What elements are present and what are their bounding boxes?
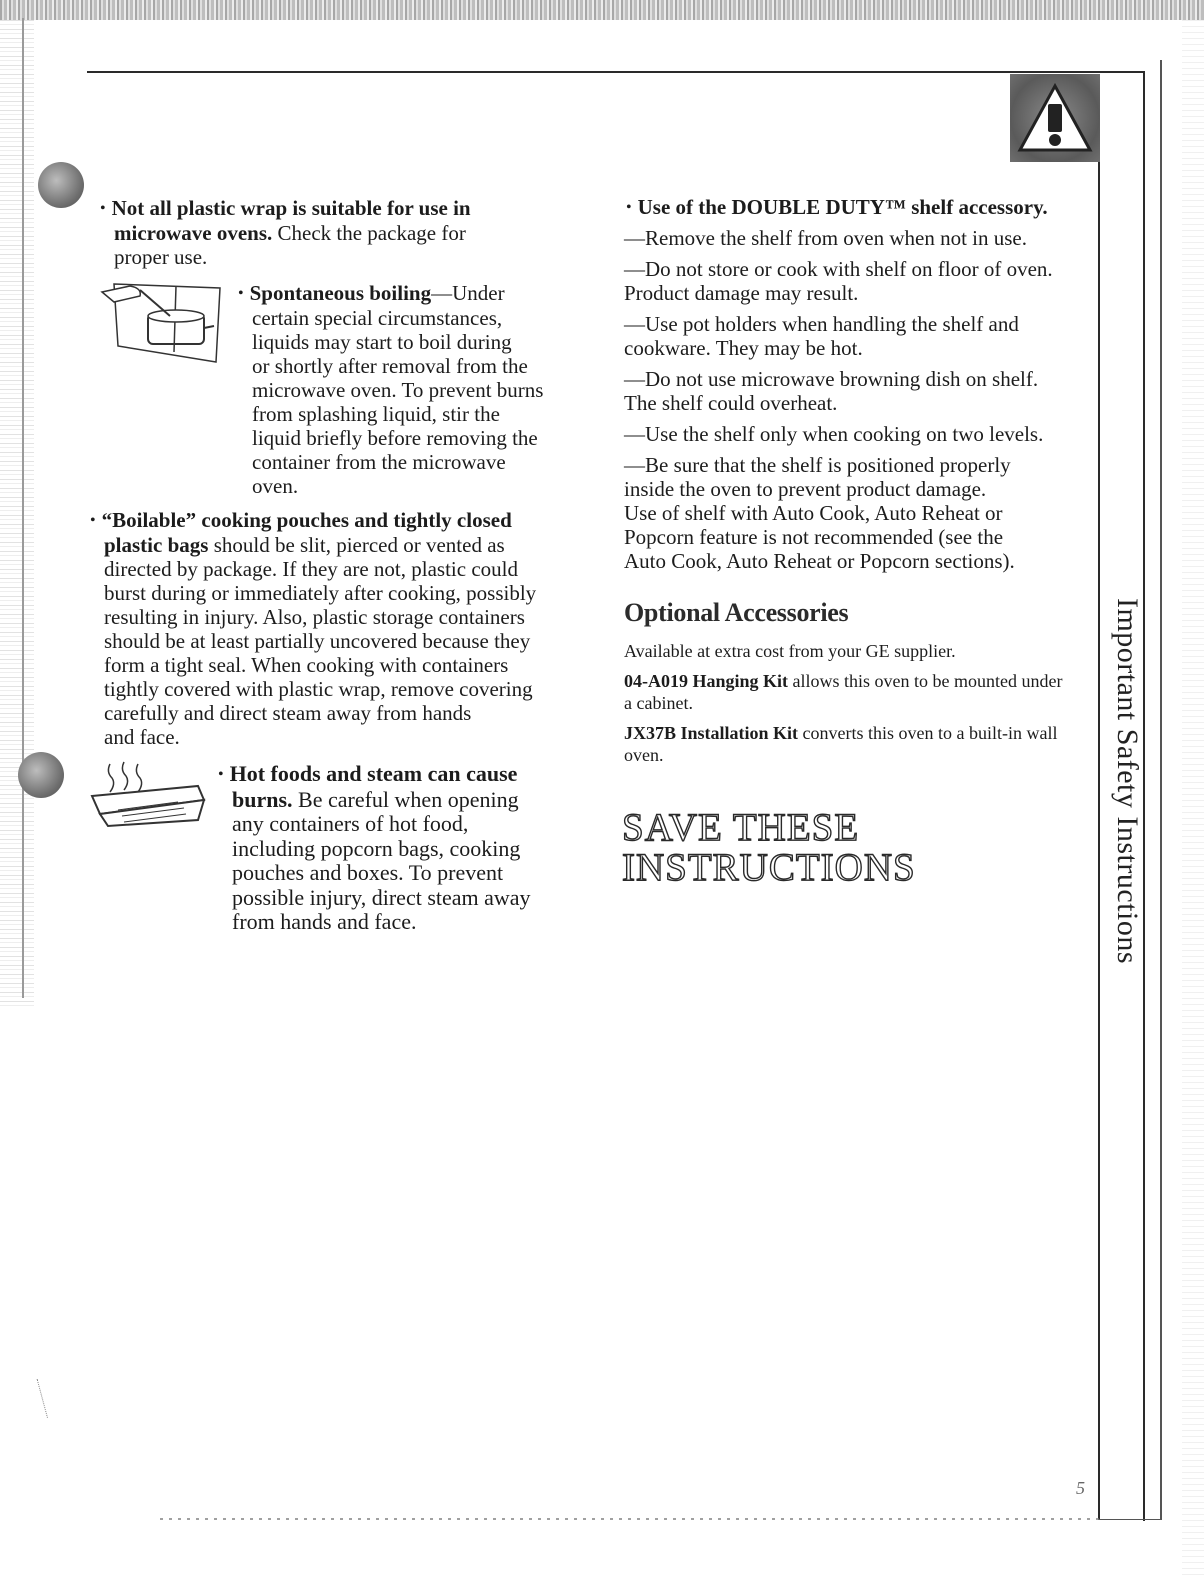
item-heading: plastic bags	[104, 533, 209, 557]
instruction-line: cookware. They may be hot.	[624, 336, 863, 360]
instruction-line: The shelf could overheat.	[624, 391, 838, 415]
binder-hole-icon	[38, 162, 84, 208]
sidebar-title: Important Safety Instructions	[1111, 597, 1144, 965]
pot-in-microwave-illustration	[100, 280, 224, 364]
spontaneous-boiling-item: • Spontaneous boiling—Under certain special circumstances, liquids may start to boil during or shortly after removal from the microwave oven. To prevent burns from splashing liquid, stir the liquid briefly before removing the container from the microwave oven.	[238, 281, 568, 498]
item-text: Be careful when opening	[292, 786, 519, 812]
kit-description: allows this oven to be mounted under a cabinet.	[624, 671, 1063, 713]
item-text: microwave oven. To prevent burns	[252, 378, 544, 402]
save-line: SAVE THESE	[622, 806, 860, 849]
instruction-line: —Use pot holders when handling the shelf and	[624, 312, 1019, 336]
item-text: from splashing liquid, stir the	[252, 402, 500, 426]
instruction-line: inside the oven to prevent product damage.	[624, 477, 987, 501]
shelf-accessory-section: • Use of the DOUBLE DUTY™ shelf accessory. —Remove the shelf from oven when not in use. —Do not store or cook with shelf on floor of oven. Product damage may result. —Use pot holders when handling the shelf and cookware. They may be hot. —Do not use microwave browning dish on shelf. The shelf could overheat. —Use the shelf only when cooking on two levels. —Be sure that the shelf is positioned properly inside the oven to prevent product damage. Use of shelf with Auto Cook, Auto Reheat or Popcorn feature is not recommended (see the Auto Cook, Auto Reheat or Popcorn sections).	[624, 195, 1086, 580]
scan-noise-right	[1182, 20, 1204, 1580]
instruction-line: Use of shelf with Auto Cook, Auto Reheat or	[624, 501, 1003, 525]
item-text: from hands and face.	[232, 909, 417, 934]
item-text: certain special circumstances,	[252, 306, 503, 330]
item-text: liquid briefly before removing the	[252, 426, 538, 450]
item-text: pouches and boxes. To prevent	[232, 860, 504, 885]
optional-accessories-body	[624, 640, 1074, 774]
instruction-line: —Do not use microwave browning dish on shelf.	[624, 367, 1039, 391]
scan-noise-top	[0, 0, 1204, 20]
item-text: oven.	[252, 474, 299, 498]
scan-mark	[25, 1379, 48, 1421]
save-instructions-heading	[622, 808, 952, 888]
boilable-pouches-item: • “Boilable” cooking pouches and tightly closed plastic bags should be slit, pierced or vented as directed by package. If they are not, plastic could burst during or immediately after cooking, possibly resulting in injury. Also, plastic storage containers should be at least partially uncovered because they form a tight seal. When cooking with containers tightly covered with plastic wrap, remove covering carefully and direct steam away from hands and face.	[90, 508, 560, 749]
item-text: directed by package. If they are not, plastic could	[104, 557, 518, 581]
item-text: proper use.	[114, 245, 208, 269]
warning-triangle-icon	[1010, 74, 1100, 162]
outer-edge	[1160, 60, 1162, 1520]
sidebar-border	[1098, 160, 1100, 1520]
shelf-instruction	[624, 312, 1086, 360]
instruction-line: Popcorn feature is not recommended (see the	[624, 525, 1004, 549]
page-edge	[22, 18, 24, 998]
binder-hole-icon	[18, 752, 64, 798]
item-text: form a tight seal. When cooking with containers	[104, 653, 509, 677]
shelf-instruction	[624, 422, 1086, 446]
item-text: tightly covered with plastic wrap, remove covering	[104, 677, 533, 701]
kit-name: 04-A019 Hanging Kit	[624, 671, 789, 691]
shelf-instruction	[624, 453, 1086, 573]
steaming-food-tray-illustration	[88, 760, 208, 830]
item-text: possible injury, direct steam away	[232, 884, 531, 910]
item-text: including popcorn bags, cooking	[232, 835, 521, 861]
item-text: —Under	[431, 281, 505, 305]
instruction-line: Auto Cook, Auto Reheat or Popcorn sections).	[624, 549, 1015, 573]
instruction-line: —Do not store or cook with shelf on floor of oven.	[624, 257, 1053, 281]
save-line: INSTRUCTIONS	[622, 846, 916, 889]
instruction-line: —Remove the shelf from oven when not in use.	[624, 226, 1027, 250]
instruction-line: Product damage may result.	[624, 281, 859, 305]
item-heading: burns.	[232, 786, 293, 812]
optional-accessories-title: Optional Accessories	[624, 598, 849, 627]
plastic-wrap-item: • Not all plastic wrap is suitable for use in microwave ovens. Check the package for proper use.	[100, 196, 520, 269]
section-heading: Use of the DOUBLE DUTY™ shelf accessory.	[637, 195, 1048, 219]
item-text: burst during or immediately after cooking, possibly	[104, 581, 537, 605]
hot-foods-steam-item: • Hot foods and steam can cause burns. Be careful when opening any containers of hot food, including popcorn bags, cooking pouches and boxes. To prevent possible injury, direct steam away from hands and face.	[218, 762, 548, 935]
shelf-instruction	[624, 226, 1086, 250]
item-heading: microwave ovens.	[114, 221, 273, 245]
shelf-instruction	[624, 367, 1086, 415]
kit-description: converts this oven to a built-in wall oven.	[624, 723, 1058, 765]
item-text: any containers of hot food,	[232, 811, 469, 836]
item-heading: Hot foods and steam can cause	[229, 761, 518, 786]
top-rule	[87, 71, 1145, 73]
shelf-instruction	[624, 257, 1086, 305]
page-number: 5	[1076, 1478, 1085, 1498]
item-text: carefully and direct steam away from hands	[104, 701, 472, 725]
item-text: liquids may start to boil during	[252, 330, 512, 354]
installation-kit-entry	[624, 722, 1074, 766]
item-heading: Not all plastic wrap is suitable for use in	[111, 196, 471, 220]
hanging-kit-entry	[624, 670, 1074, 714]
item-text: or shortly after removal from the	[252, 354, 528, 378]
item-text: and face.	[104, 725, 180, 749]
item-text: resulting in injury. Also, plastic storage containers	[104, 605, 525, 629]
scan-noise-left	[0, 20, 34, 1010]
instruction-line: —Use the shelf only when cooking on two levels.	[624, 422, 1044, 446]
item-text: should be at least partially uncovered because they	[104, 629, 531, 653]
item-heading: “Boilable” cooking pouches and tightly closed	[101, 508, 512, 532]
instruction-line: —Be sure that the shelf is positioned properly	[624, 453, 1011, 477]
item-heading: Spontaneous boiling	[249, 281, 432, 305]
kit-name: JX37B Installation Kit	[624, 723, 799, 743]
optional-intro: Available at extra cost from your GE supplier.	[624, 641, 956, 661]
item-text: Check the package for	[272, 221, 466, 245]
item-text: should be slit, pierced or vented as	[208, 533, 505, 557]
item-text: container from the microwave	[252, 450, 506, 474]
bottom-scan-dots	[160, 1518, 1100, 1520]
bottom-rule	[1098, 1519, 1162, 1520]
